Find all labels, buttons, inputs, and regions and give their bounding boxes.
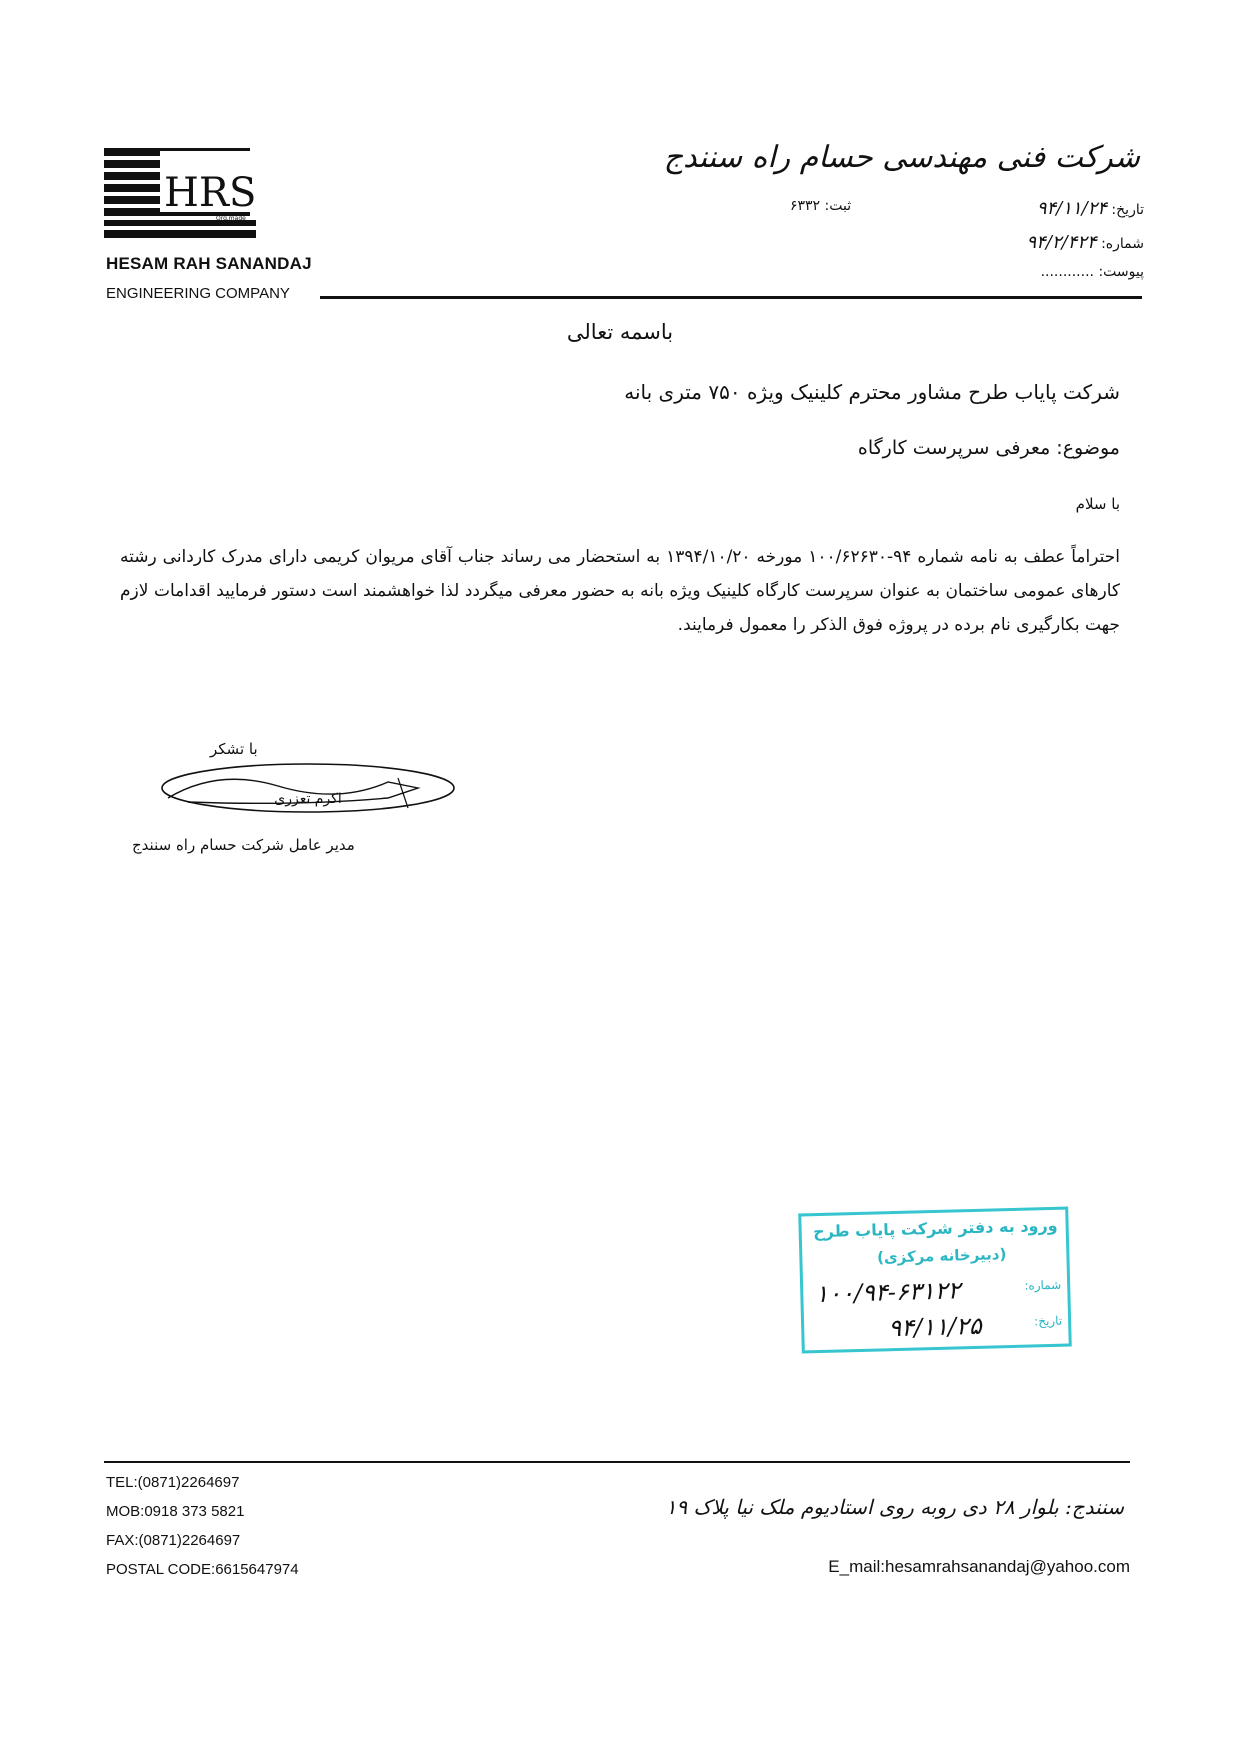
- footer-tel: TEL:(0871)2264697: [106, 1474, 240, 1491]
- footer-address-fa: سنندج: بلوار ۲۸ دی روبه روی استادیوم ملک نیا پلاک ۱۹: [665, 1495, 1124, 1519]
- footer-postal-code: POSTAL CODE:6615647974: [106, 1561, 299, 1578]
- closing-line: با تشکر: [210, 740, 258, 758]
- letter-attachment: [1041, 264, 1144, 280]
- footer-email: E_mail:hesamrahsanandaj@yahoo.com: [828, 1557, 1130, 1576]
- logo-text: HRS: [164, 170, 257, 216]
- logo-subtext: Org.made: [216, 215, 246, 222]
- signer-title: مدیر عامل شرکت حسام راه سنندج: [132, 836, 355, 854]
- subject-line: موضوع: معرفی سرپرست کارگاه: [857, 437, 1120, 459]
- company-logo: [104, 148, 264, 244]
- footer-divider: [104, 1461, 1130, 1463]
- date-value: ۹۴/۱۱/۲۴: [1036, 198, 1107, 219]
- letter-number: [1027, 232, 1145, 253]
- company-name-en: HESAM RAH SANANDAJ: [106, 254, 312, 273]
- attachment-value: ............: [1040, 264, 1094, 280]
- footer-mobile: MOB:0918 373 5821: [106, 1503, 245, 1520]
- letter-date: [1037, 198, 1144, 219]
- stamp-subtitle: (دبیرخانه مرکزی): [876, 1245, 1007, 1267]
- salutation-title: باسمه تعالی: [566, 320, 674, 344]
- stamp-date-label: تاریخ:: [1034, 1313, 1063, 1329]
- number-label: شماره:: [1101, 236, 1144, 252]
- body-paragraph: احتراماً عطف به نامه شماره ۹۴-۱۰۰/۶۲۶۳۰ مورخه ۱۳۹۴/۱۰/۲۰ به استحضار می رساند جناب آقای مریوان کریمی دارای مدرک کاردانی رشته کارهای عمومی ساختمان به عنوان سرپرست کارگاه کلینیک ویژه بانه به حضور معرفی میگردد لذا خواهشمند است دستور فرمایید اقدامات لازم جهت بکارگیری نام برده در پروژه فوق الذکر را معمول فرمایند.: [120, 547, 1120, 635]
- date-label: تاریخ:: [1111, 202, 1144, 218]
- recipient-line: شرکت پایاب طرح مشاور محترم کلینیک ویژه ۷۵۰ متری بانه: [624, 380, 1120, 404]
- handwritten-signature: [158, 758, 458, 830]
- stamp-date-value: ۹۴/۱۱/۲۵: [887, 1311, 983, 1343]
- company-type-en: ENGINEERING COMPANY: [106, 285, 290, 302]
- signer-name: اکرم تعزری: [274, 791, 342, 807]
- received-stamp: [798, 1206, 1072, 1353]
- footer-fax: FAX:(0871)2264697: [106, 1532, 241, 1549]
- registration-number: ثبت: ۶۳۳۲: [790, 198, 852, 214]
- greeting: با سلام: [1075, 495, 1120, 513]
- stamp-title: ورود به دفتر شرکت پایاب طرح: [812, 1215, 1058, 1242]
- number-value: ۹۴/۲/۴۲۴: [1026, 232, 1097, 253]
- company-name-fa: شرکت فنی مهندسی حسام راه سنندج: [663, 140, 1140, 175]
- stamp-number-value: ۱۰۰/۹۴-۶۳۱۲۲: [814, 1276, 961, 1309]
- stamp-number-label: شماره:: [1024, 1277, 1062, 1293]
- header-divider: [320, 296, 1142, 299]
- attachment-label: پیوست:: [1098, 264, 1144, 280]
